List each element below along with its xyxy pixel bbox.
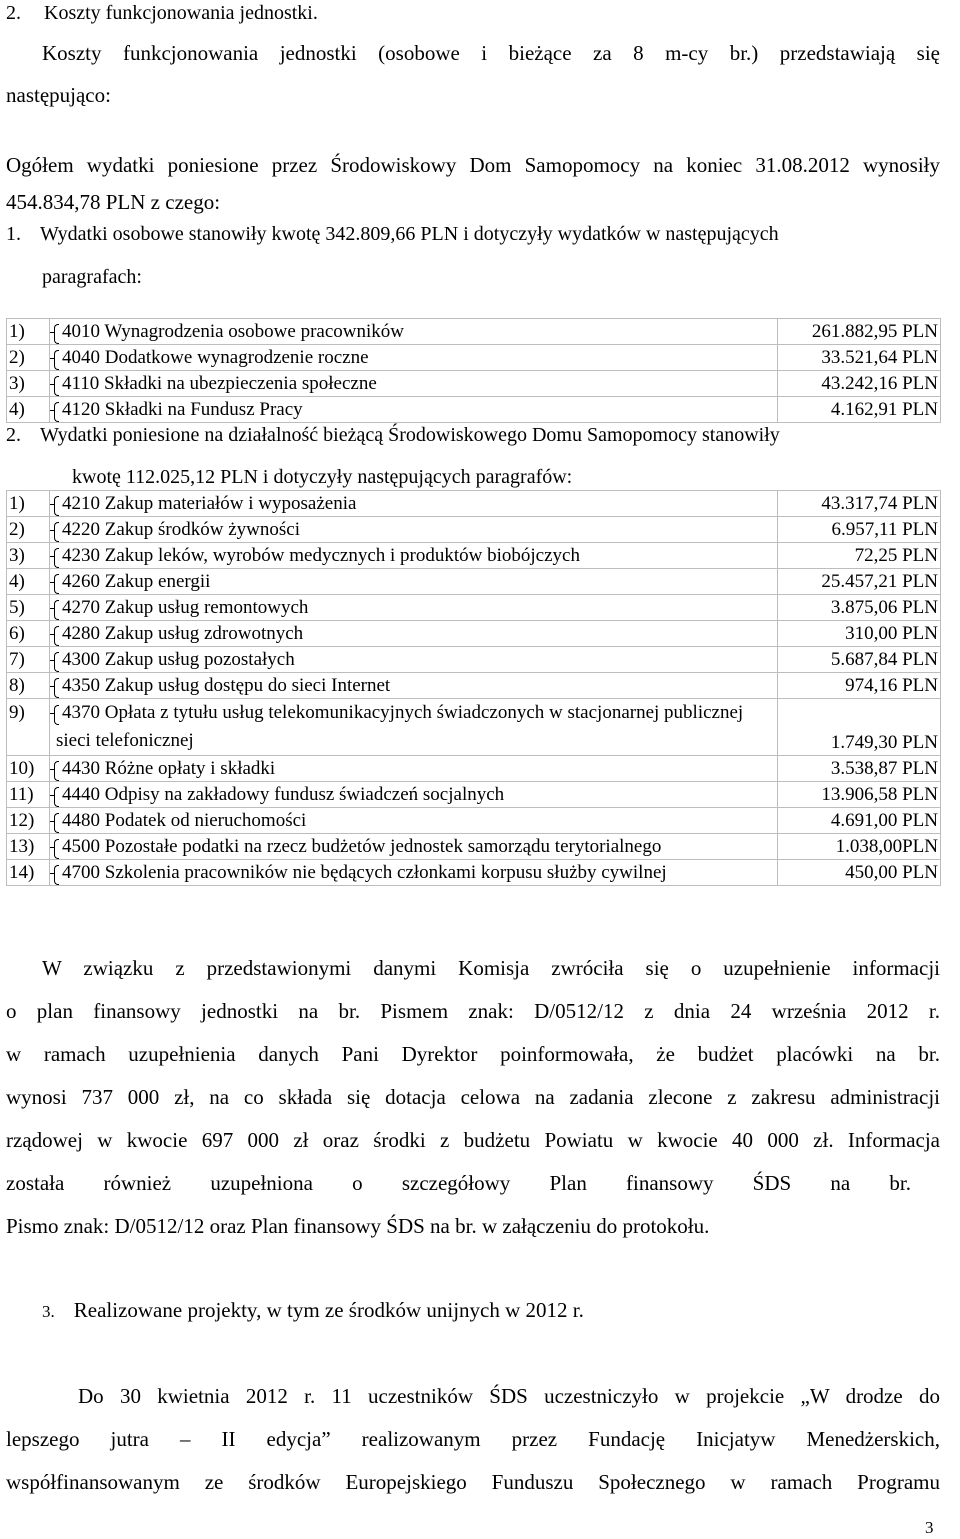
row-description: 4430 Różne opłaty i składki [62, 758, 276, 779]
row-amount: 3.538,87 PLN [778, 756, 941, 782]
row-number: 5) [7, 595, 50, 621]
item-1 [6, 223, 779, 246]
section-2-heading [6, 2, 318, 25]
row-description-cell [50, 621, 778, 647]
row-description-cell [50, 756, 778, 782]
section-3-number: 3. [42, 1302, 55, 1321]
table-row [7, 621, 941, 647]
row-description: 4120 Składki na Fundusz Pracy [62, 399, 303, 420]
row-description-cell [50, 673, 778, 699]
row-number: 9) [7, 699, 50, 756]
table-row [7, 397, 941, 423]
table-row [7, 699, 941, 756]
section-3-title: Realizowane projekty, w tym ze środków unijnych w 2012 r. [73, 1298, 584, 1322]
projects-paragraph [6, 1375, 940, 1504]
row-amount: 4.691,00 PLN [778, 808, 941, 834]
commission-line-4: wynosi 737 000 zł, na co składa się dotacja celowa na zadania zlecone z zakresu administracji [6, 1085, 940, 1109]
item-1-number: 1. [6, 223, 21, 245]
row-amount: 6.957,11 PLN [778, 517, 941, 543]
row-description-cell [50, 860, 778, 886]
section-3-heading [42, 1298, 584, 1323]
row-amount: 5.687,84 PLN [778, 647, 941, 673]
table-row [7, 756, 941, 782]
row-number: 10) [7, 756, 50, 782]
row-description-continued: sieci telefonicznej [56, 730, 194, 751]
personnel-expenses-table [6, 318, 941, 423]
row-number: 4) [7, 397, 50, 423]
row-description-cell [50, 808, 778, 834]
row-description-cell [50, 491, 778, 517]
row-description-cell [50, 371, 778, 397]
row-amount: 13.906,58 PLN [778, 782, 941, 808]
item-2-line-2: kwotę 112.025,12 PLN i dotyczyły następujących paragrafów: [72, 466, 573, 488]
table-row [7, 647, 941, 673]
intro-line-2: następująco: [6, 83, 111, 107]
row-number: 11) [7, 782, 50, 808]
table-row [7, 595, 941, 621]
row-description-cell [50, 699, 778, 756]
row-description: 4260 Zakup energii [62, 571, 211, 592]
row-description-cell [50, 397, 778, 423]
item-1-line-2: paragrafach: [42, 266, 142, 288]
row-description: 4440 Odpisy na zakładowy fundusz świadczeń socjalnych [62, 784, 505, 805]
row-number: 2) [7, 345, 50, 371]
row-description-cell [50, 345, 778, 371]
table-row [7, 860, 941, 886]
item-2-text: Wydatki poniesione na działalność bieżącą Środowiskowego Domu Samopomocy stanowiły [40, 424, 780, 446]
commission-line-7: Pismo znak: D/0512/12 oraz Plan finansowy ŚDS na br. w załączeniu do protokołu. [6, 1214, 710, 1238]
row-description: 4370 Opłata z tytułu usług telekomunikacyjnych świadczonych w stacjonarnej publicznej [62, 702, 744, 723]
row-number: 12) [7, 808, 50, 834]
row-amount: 33.521,64 PLN [778, 345, 941, 371]
row-number: 3) [7, 371, 50, 397]
row-number: 6) [7, 621, 50, 647]
intro-line-1 [42, 41, 940, 66]
row-amount: 1.749,30 PLN [778, 699, 941, 756]
row-description: 4110 Składki na ubezpieczenia społeczne [62, 373, 377, 394]
row-description: 4230 Zakup leków, wyrobów medycznych i produktów biobójczych [62, 545, 580, 566]
section-2-title: Koszty funkcjonowania jednostki. [44, 2, 318, 24]
table-row [7, 345, 941, 371]
table-row [7, 517, 941, 543]
row-amount: 3.875,06 PLN [778, 595, 941, 621]
row-amount: 1.038,00PLN [778, 834, 941, 860]
commission-line-6: została również uzupełniona o szczegółowy Plan finansowy ŚDS na br. [6, 1171, 911, 1195]
total-line-1 [6, 153, 940, 178]
table-row [7, 834, 941, 860]
commission-line-1: W związku z przedstawionymi danymi Komisja zwróciła się o uzupełnienie informacji [42, 956, 940, 980]
current-expenses-table [6, 490, 941, 886]
row-description: 4040 Dodatkowe wynagrodzenie roczne [62, 347, 369, 368]
row-description: 4700 Szkolenia pracowników nie będących członkami korpusu służby cywilnej [62, 862, 667, 883]
table-row [7, 371, 941, 397]
projects-line-3: współfinansowanym ze środków Europejskiego Funduszu Społecznego w ramach Programu [6, 1470, 940, 1494]
row-amount: 450,00 PLN [778, 860, 941, 886]
row-amount: 974,16 PLN [778, 673, 941, 699]
row-description: 4500 Pozostałe podatki na rzecz budżetów jednostek samorządu terytorialnego [62, 836, 662, 857]
row-description-cell [50, 319, 778, 345]
commission-line-5: rządowej w kwocie 697 000 zł oraz środki z budżetu Powiatu w kwocie 40 000 zł. Informacja [6, 1128, 940, 1152]
total-text-1: Ogółem wydatki poniesione przez Środowiskowy Dom Samopomocy na koniec 31.08.2012 wynosiły [6, 153, 940, 177]
row-description-cell [50, 647, 778, 673]
row-description: 4270 Zakup usług remontowych [62, 597, 309, 618]
row-description: 4300 Zakup usług pozostałych [62, 649, 295, 670]
row-number: 7) [7, 647, 50, 673]
row-amount: 43.242,16 PLN [778, 371, 941, 397]
total-line-2: 454.834,78 PLN z czego: [6, 190, 221, 214]
commission-paragraph [6, 947, 940, 1248]
row-description: 4010 Wynagrodzenia osobowe pracowników [62, 321, 404, 342]
section-2-number: 2. [6, 2, 21, 24]
row-number: 14) [7, 860, 50, 886]
row-amount: 43.317,74 PLN [778, 491, 941, 517]
row-description-cell [50, 595, 778, 621]
item-1-text: Wydatki osobowe stanowiły kwotę 342.809,66 PLN i dotyczyły wydatków w następujących [40, 223, 779, 245]
row-number: 2) [7, 517, 50, 543]
intro-text-1: Koszty funkcjonowania jednostki (osobowe i bieżące za 8 m-cy br.) przedstawiają się [42, 41, 940, 65]
row-number: 4) [7, 569, 50, 595]
row-amount: 4.162,91 PLN [778, 397, 941, 423]
row-description: 4350 Zakup usług dostępu do sieci Internet [62, 675, 391, 696]
commission-line-2: o plan finansowy jednostki na br. Pismem znak: D/0512/12 z dnia 24 września 2012 r. [6, 999, 940, 1023]
table-row [7, 491, 941, 517]
row-amount: 261.882,95 PLN [778, 319, 941, 345]
row-description: 4210 Zakup materiałów i wyposażenia [62, 493, 357, 514]
row-description-cell [50, 543, 778, 569]
row-description: 4280 Zakup usług zdrowotnych [62, 623, 304, 644]
row-description: 4480 Podatek od nieruchomości [62, 810, 307, 831]
table-row [7, 808, 941, 834]
item-2-number: 2. [6, 424, 21, 446]
row-number: 1) [7, 319, 50, 345]
row-description-cell [50, 517, 778, 543]
projects-line-1: Do 30 kwietnia 2012 r. 11 uczestników ŚDS uczestniczyło w projekcie „W drodze do [78, 1384, 940, 1408]
table-row [7, 543, 941, 569]
table-row [7, 782, 941, 808]
row-description: 4220 Zakup środków żywności [62, 519, 300, 540]
row-amount: 72,25 PLN [778, 543, 941, 569]
row-description-cell [50, 569, 778, 595]
row-number: 1) [7, 491, 50, 517]
table-row [7, 569, 941, 595]
table-row [7, 319, 941, 345]
item-2 [6, 424, 780, 447]
commission-line-3: w ramach uzupełnienia danych Pani Dyrektor poinformowała, że budżet placówki na br. [6, 1042, 940, 1066]
row-number: 8) [7, 673, 50, 699]
projects-line-2: lepszego jutra – II edycja” realizowanym przez Fundację Inicjatyw Menedżerskich, [6, 1427, 940, 1451]
row-number: 3) [7, 543, 50, 569]
row-description-cell [50, 782, 778, 808]
row-amount: 25.457,21 PLN [778, 569, 941, 595]
page-number: 3 [925, 1518, 934, 1537]
table-row [7, 673, 941, 699]
row-description-cell [50, 834, 778, 860]
row-number: 13) [7, 834, 50, 860]
row-amount: 310,00 PLN [778, 621, 941, 647]
